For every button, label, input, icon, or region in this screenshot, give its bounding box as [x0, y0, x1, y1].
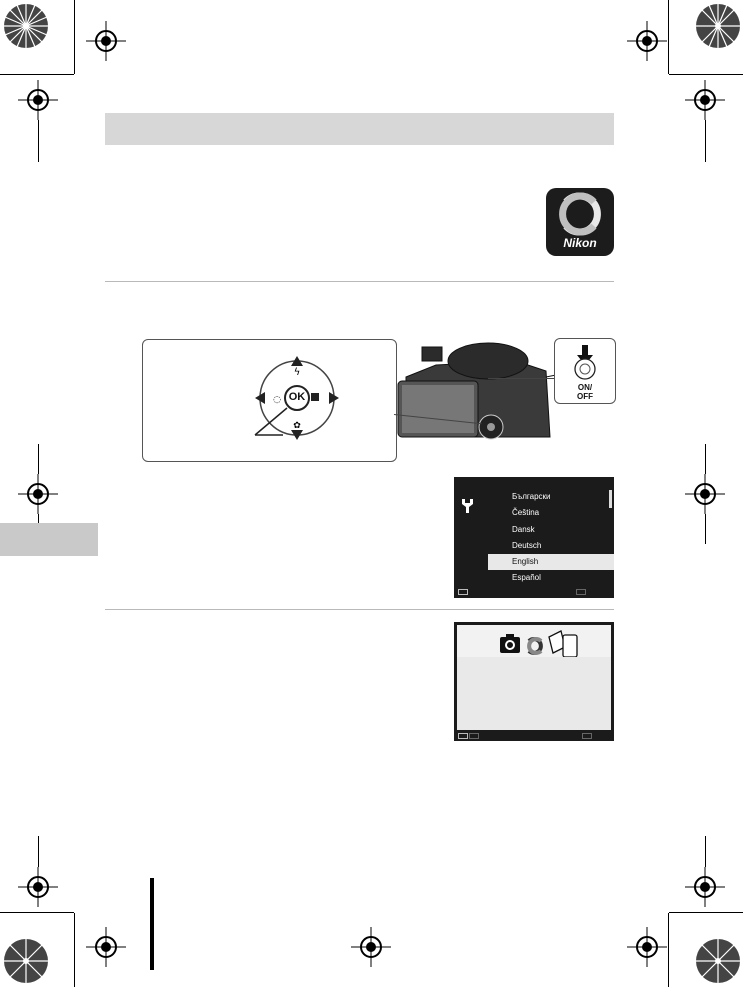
menu-button-icon — [458, 589, 468, 595]
registration-mark — [18, 867, 58, 907]
camera-illustration — [396, 337, 556, 452]
color-wheel-mark-bottom-left — [0, 935, 52, 987]
color-wheel-mark-bottom-right — [694, 935, 743, 987]
callout-leader-line — [488, 378, 555, 379]
language-item[interactable]: Čeština — [512, 508, 540, 517]
trim-line — [669, 912, 743, 913]
multi-selector-callout — [142, 339, 397, 462]
menu-button-icon — [458, 733, 468, 739]
ok-button-icon — [582, 733, 592, 739]
power-button-label: ON/ OFF — [577, 383, 593, 401]
trim-line — [38, 120, 39, 162]
registration-mark — [86, 21, 126, 61]
app-icon-label: Nikon — [563, 236, 597, 250]
menu-title-bar — [488, 479, 614, 488]
camera-to-phone-icon — [457, 625, 611, 657]
registration-mark — [627, 21, 667, 61]
section-divider — [105, 609, 614, 610]
trim-line — [38, 444, 39, 474]
trim-line — [705, 836, 706, 867]
menu-button-icon — [469, 733, 479, 739]
gutter-bar — [150, 878, 154, 970]
registration-mark — [86, 927, 126, 967]
section-divider — [105, 281, 614, 282]
language-item[interactable]: Dansk — [512, 525, 535, 534]
trim-line — [705, 444, 706, 474]
registration-mark — [685, 80, 725, 120]
registration-mark — [685, 867, 725, 907]
trim-line — [74, 913, 75, 987]
trim-line — [668, 0, 669, 74]
multi-selector-diagram — [143, 340, 396, 461]
color-wheel-mark-top-right — [694, 0, 743, 52]
language-item[interactable]: Español — [512, 573, 541, 582]
trim-line — [705, 120, 706, 162]
section-header-band — [105, 113, 614, 145]
self-timer-icon: ◌ — [273, 395, 281, 405]
trim-line — [74, 0, 75, 74]
snapbridge-logo-icon — [546, 188, 614, 240]
registration-mark — [351, 927, 391, 967]
connect-message-area — [457, 657, 611, 730]
wrench-icon — [458, 497, 476, 515]
macro-icon: ✿ — [293, 421, 301, 431]
power-switch-callout — [554, 338, 616, 404]
connect-screen — [454, 622, 614, 741]
language-item-selected[interactable]: English — [488, 554, 614, 570]
language-menu-screen — [454, 477, 614, 598]
snapbridge-app-icon — [546, 188, 614, 256]
flash-icon: ϟ — [293, 367, 301, 378]
scrollbar[interactable] — [609, 490, 612, 508]
registration-mark — [627, 927, 667, 967]
trim-line — [668, 913, 669, 987]
trim-line — [0, 74, 74, 75]
registration-mark — [685, 474, 725, 514]
ok-button-icon — [576, 589, 586, 595]
ok-button-label: OK — [288, 391, 306, 403]
connect-header — [457, 625, 611, 657]
registration-mark — [18, 474, 58, 514]
trim-line — [0, 912, 74, 913]
language-item[interactable]: Български — [512, 492, 551, 501]
exposure-comp-icon — [311, 393, 319, 401]
registration-mark — [18, 80, 58, 120]
trim-line — [705, 514, 706, 544]
trim-line — [669, 74, 743, 75]
language-item[interactable]: Deutsch — [512, 541, 542, 550]
power-button-icon — [555, 339, 615, 383]
color-wheel-mark-top-left — [0, 0, 52, 52]
trim-line — [38, 836, 39, 867]
chapter-tab — [0, 523, 98, 556]
